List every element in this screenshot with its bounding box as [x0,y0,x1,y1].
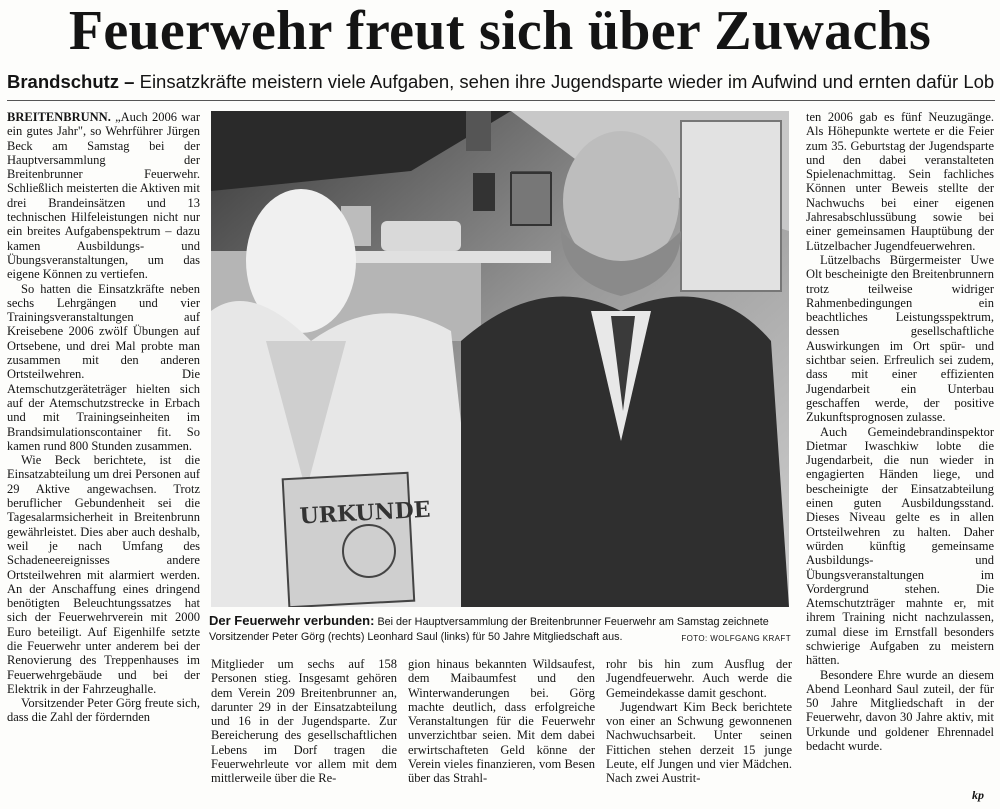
subhead-text: Einsatzkräfte meistern viele Aufgaben, sehen ihre Jugendsparte wieder im Aufwind und ernten dafür Lob [139,71,995,92]
column-1-paragraph-1-text: „Auch 2006 war ein gutes Jahr", so Wehrführer Jürgen Beck am Samstag bei der Hauptversammlung der Breitenbrunner Feuerwehr. Schließlich meisterten die Aktiven mit drei Brandeinsätzen und 13 technischen Hilfeleistungen nicht nur ein breites Aufgabenspektrum – dazu kamen Ausbildungs- und Übungsveranstaltungen, um das eigene Können zu vertiefen. [7,110,200,282]
subhead-kicker: Brandschutz – [7,71,135,92]
column-5-paragraph-1: ten 2006 gab es fünf Neuzugänge. Als Höhepunkte wertete er die Feier zum 35. Geburtstag der Jugendsparte und den dabei veranstalteten Spielenachmittag. Sein fachliches Können unter Beweis stellte der Nachwuchs bei einer eigenen Jahresabschlussübung sowie bei einer gemeinsamen Hauptübung der Lützelbacher Jugendfeuerwehren. [806,110,994,253]
dateline: BREITENBRUNN. [7,110,111,124]
column-1-paragraph-3: Wie Beck berichtete, ist die Einsatzabteilung um drei Personen auf 29 Aktive angewachsen. Trotz beruflicher Gebundenheit sei die Tagesalarmsicherheit in Breitenbrunn gewährleistet. Dies aber auch deshalb, weil je nach Umfang des Schadeneereignisses andere Ortsteilwehren mit alarmiert werden. An der Anschaffung eines dringend benötigten Beleuchtungssatzes hat sich der Feuerwehrverein mit 2000 Euro beteiligt. Auf Eigenhilfe setzte die Feuerwehr unter anderem bei der Renovierung des Treppenhauses im Feuerwehrgebäude und bei der Elektrik in der Fahrzeughalle. [7,453,200,696]
author-initials: kp [972,788,984,802]
caption-title: Der Feuerwehr verbunden: [209,613,375,628]
column-5-paragraph-2: Lützelbachs Bürgermeister Uwe Olt bescheinigte den Breitenbrunnern trotz teilweise widriger Rahmenbedingungen ein beachtliches Leistungsspektrum, dessen gesellschaftliche Auswirkungen im Ort spür- und sichtbar seien. Erfreulich sei zudem, dass mit einer effizienten Jugendarbeit ein Unterbau geschaffen werde, der positive Zukunftsprognosen zulasse. [806,252,994,425]
article-column-5 [806,110,994,790]
headline: Feuerwehr freut sich über Zuwachs [68,0,932,62]
subheadline [7,70,997,94]
article-column-2 [211,657,397,809]
photo-credit: FOTO: WOLFGANG KRAFT [681,634,791,643]
column-4-paragraph-2: Jugendwart Kim Beck berichtete von einer an Schwung gewonnenen Nachwuchsarbeit. Unter seinen Fittichen stehen derzeit 15 junge Leute, elf Jungen und vier Mädchen. Nach zwei Austrit- [606,699,792,786]
column-1-paragraph-4: Vorsitzender Peter Görg freute sich, dass die Zahl der fördernden [7,696,200,725]
column-5-paragraph-3: Auch Gemeindebrandinspektor Dietmar Iwaschkiw lobte die Jugendarbeit, die nun wieder in engagierten Händen liege, und bescheinigte der Einsatzabteilung einen guten Ausbildungsstand. Dieses Niveau gelte es in allen Ortsteilwehren zu halten. Daher würden künftig gemeinsame Ausbildungs- und Übungsveranstaltungen im Vordergrund stehen. Die Atemschutzträger mahnte er, mit ihrem Training nicht nachzulassen, zumal diese im Ernstfall besonders schwierige Aufgaben zu meistern hätten. [806,424,994,668]
article-column-1 [7,110,200,806]
column-1-paragraph-1 [7,110,200,282]
header-divider [7,100,995,101]
photo-illustration [211,111,789,607]
caption-text: Bei der Hauptversammlung der Breitenbrunner Feuerwehr am Samstag zeichnete Vorsitzender Peter Görg (rechts) Leonhard Saul (links) für 50 Jahre Mitgliedschaft aus. [209,616,769,643]
photo-caption [209,613,791,645]
column-2-paragraph: Mitglieder um sechs auf 158 Personen stieg. Insgesamt gehören dem Verein 209 Breitenbrunner an, darunter 29 in der Einsatzabteilung und 16 in der Jugendsparte. Zur Bereicherung des gesellschaftlichen Lebens im Dorf tragen die Feuerwehrleute vor allem mit dem mittlerweile über die Re- [211,657,397,786]
column-3-paragraph: gion hinaus bekannten Wildsaufest, dem Maibaumfest und den Winterwanderungen bei. Görg machte deutlich, dass erfolgreiche Veranstaltungen für die Feuerwehr unverzichtbar seien. Mit dem dabei erwirtschafteten Geld könne der Verein vieles finanzieren, vom Besen über das Strahl- [408,657,595,786]
article-photo [211,111,789,607]
column-4-paragraph-1: rohr bis hin zum Ausflug der Jugendfeuerwehr. Auch werde die Gemeindekasse damit geschont. [606,657,792,700]
certificate-title: URKUNDE [298,496,432,530]
column-1-paragraph-2: So hatten die Einsatzkräfte neben sechs Lehrgängen und vier Trainingsveranstaltungen auf Kreisebene 2006 zwölf Übungen auf Ortsebene, und drei Mal probte man zusammen mit den anderen Ortsteilwehren. Die Atemschutzgeräteträger hielten sich auf der Atemschutzstrecke in Erbach und mit Trainingseinheiten im Brandsimulationscontainer fit. So kamen rund 800 Stunden zusammen. [7,281,200,453]
article-column-3 [408,657,595,809]
column-5-paragraph-4: Besondere Ehre wurde an diesem Abend Leonhard Saul zuteil, der für 50 Jahre Mitgliedschaft in der Feuerwehr, davon 30 Jahre aktiv, mit Urkunde und goldener Ehrennadel bedacht wurde. [806,667,994,754]
article-column-4 [606,657,792,809]
